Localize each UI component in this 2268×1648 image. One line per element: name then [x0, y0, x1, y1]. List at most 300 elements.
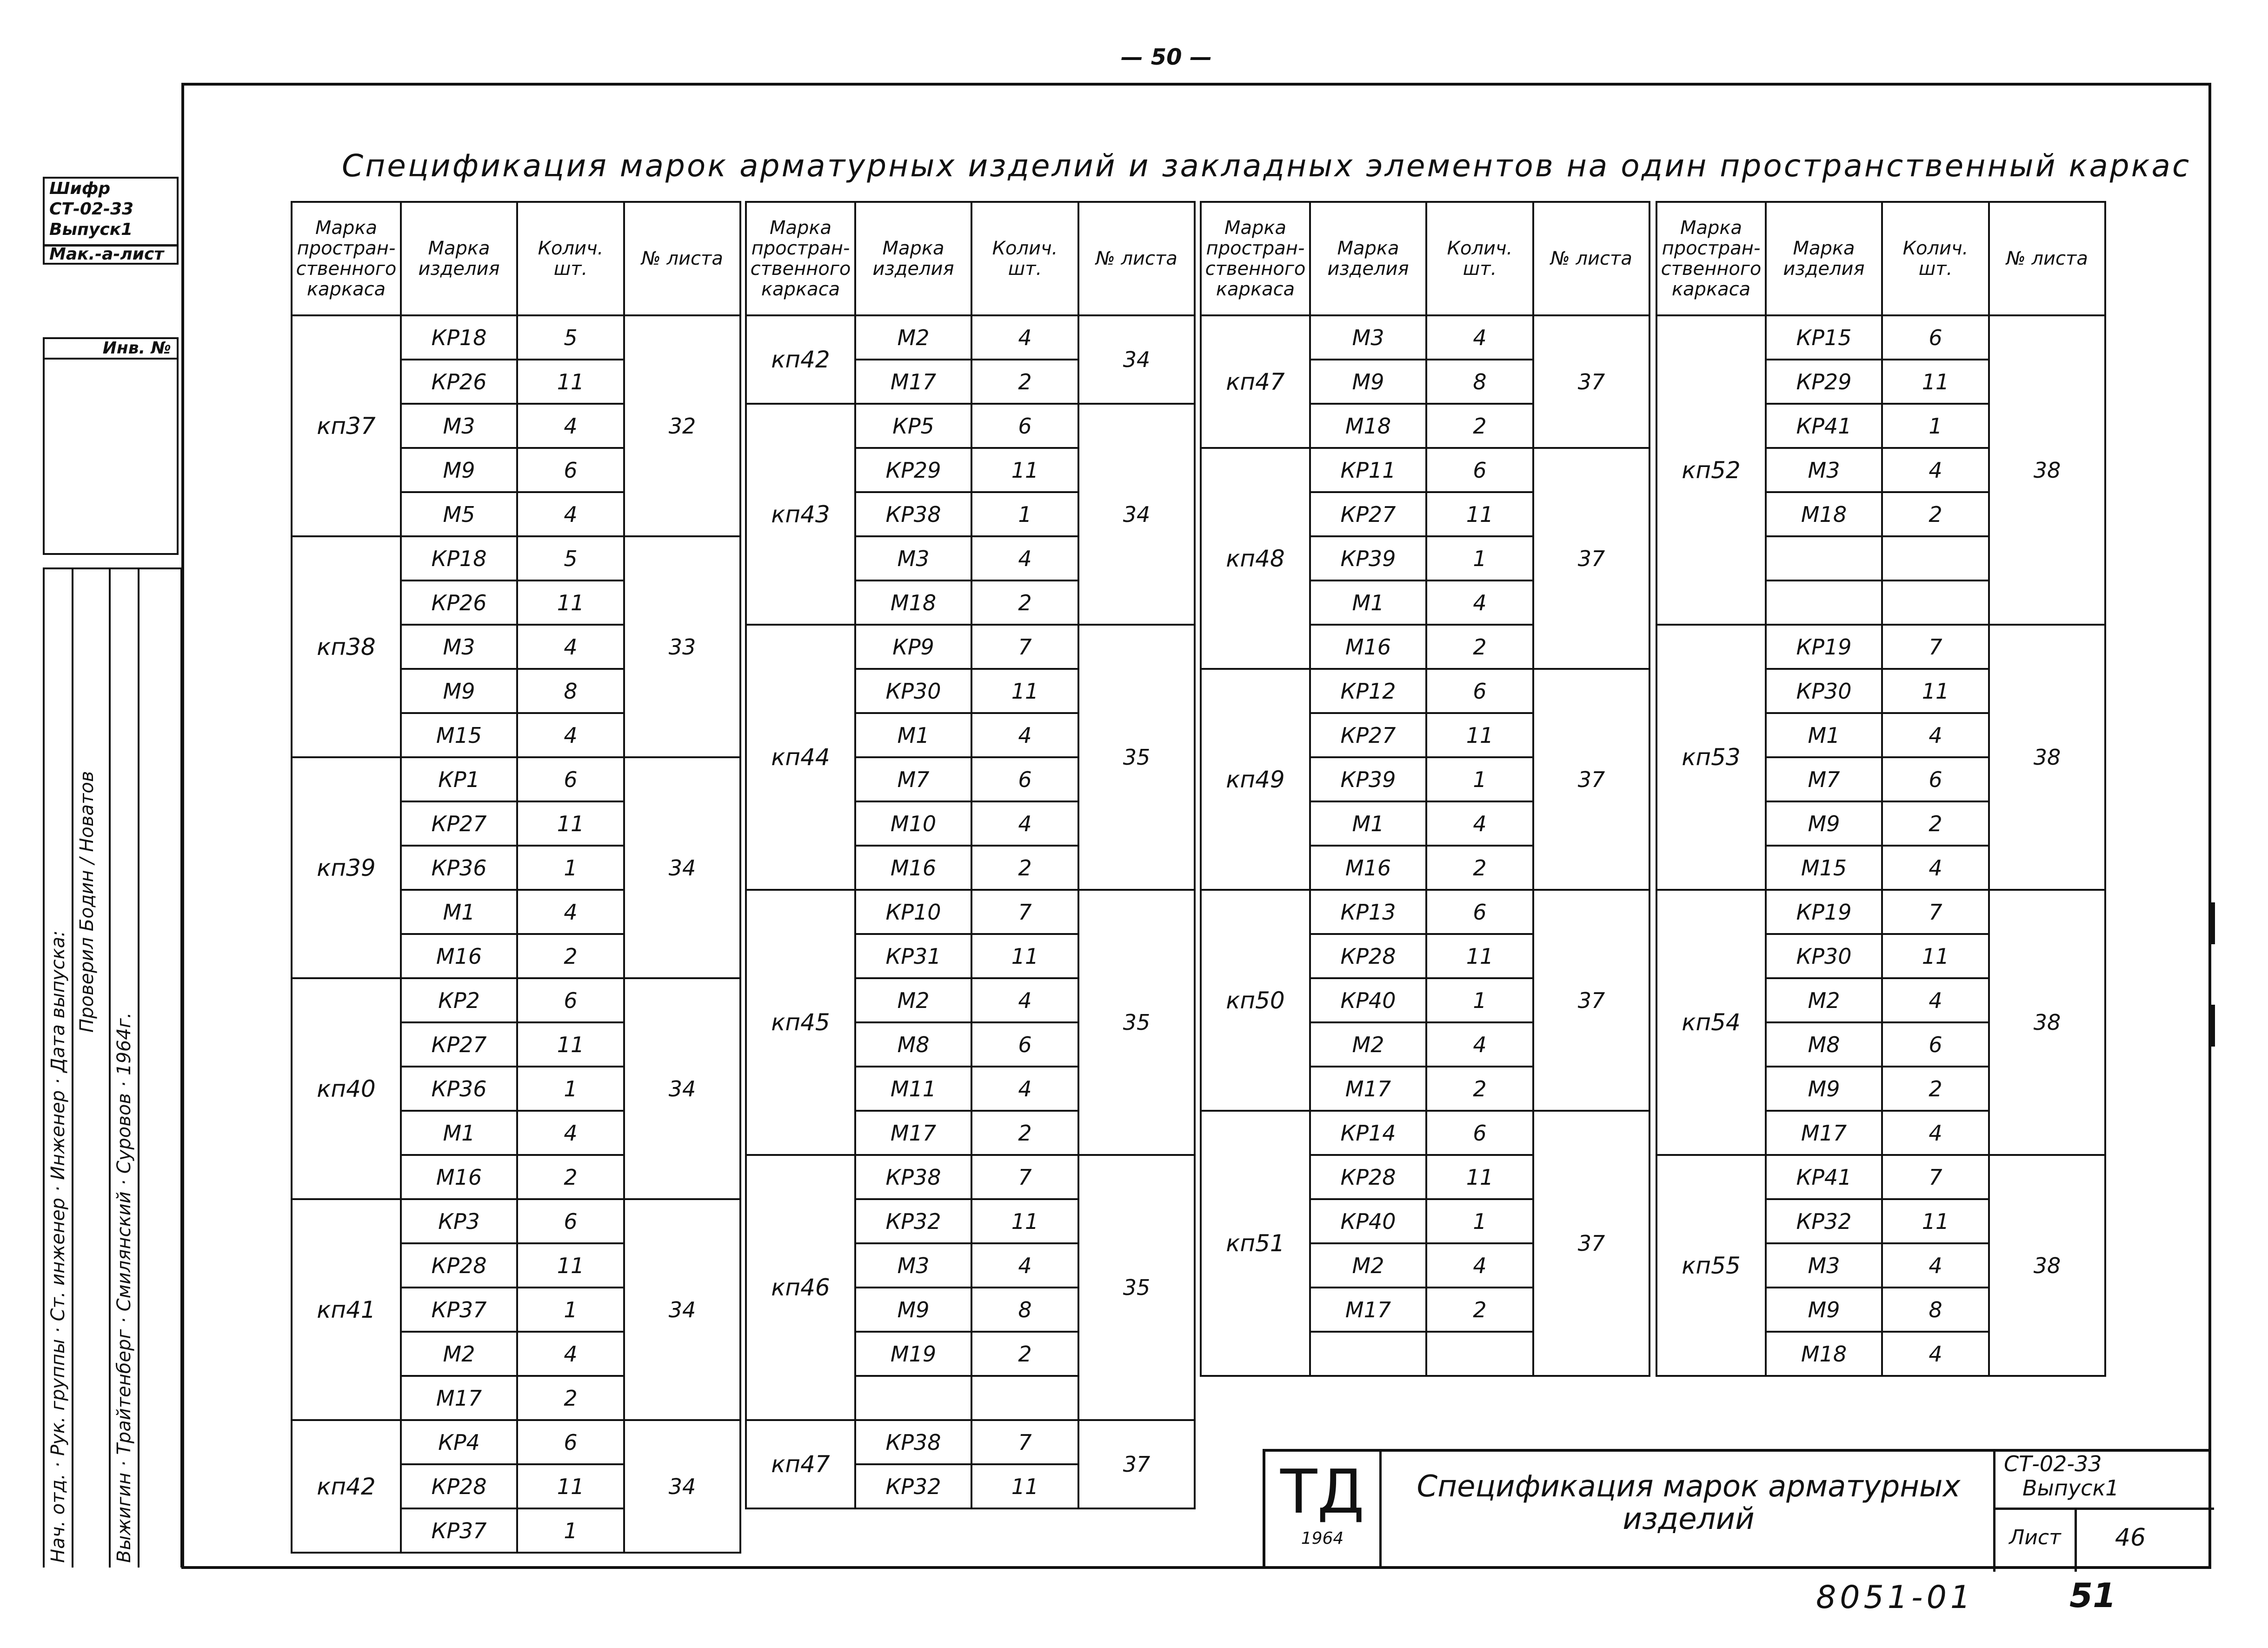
item-mark: КР28	[401, 1464, 517, 1508]
item-mark: КР31	[855, 934, 971, 978]
stamp-sheet-box	[43, 244, 179, 265]
stamp-code-box	[43, 177, 179, 247]
item-qty: 6	[1426, 1111, 1533, 1155]
item-mark	[1766, 580, 1882, 625]
item-qty: 2	[971, 580, 1078, 625]
item-mark: М8	[1766, 1022, 1882, 1067]
karkas-mark: кп37	[292, 315, 401, 536]
item-qty: 1	[1426, 1199, 1533, 1243]
stamp-names: Выжигин · Трайтенберг · Смилянский · Суровов · 1964г.	[113, 1012, 135, 1563]
stamp-shifr: Шифр	[49, 179, 111, 198]
item-qty: 4	[517, 404, 624, 448]
karkas-mark: кп41	[292, 1199, 401, 1420]
name-4: Суровов	[113, 1093, 135, 1174]
item-qty: 4	[1882, 713, 1989, 757]
archive-code: 8051-01	[1816, 1579, 1975, 1616]
item-qty: 6	[1426, 890, 1533, 934]
edge-mark	[2211, 1005, 2215, 1047]
header-karkas: Марка простран-ственного каркаса	[746, 202, 855, 315]
item-qty: 4	[1882, 1243, 1989, 1288]
item-qty: 4	[971, 801, 1078, 846]
header-list: № листа	[624, 202, 740, 315]
role-1: Нач. отд.	[47, 1474, 69, 1563]
item-qty	[971, 1376, 1078, 1420]
item-mark: М2	[1310, 1243, 1426, 1288]
item-mark: М5	[401, 492, 517, 536]
item-qty: 1	[517, 1508, 624, 1553]
item-qty: 11	[1882, 934, 1989, 978]
item-mark: М9	[1766, 801, 1882, 846]
item-mark: КР4	[401, 1420, 517, 1464]
item-mark: КР32	[855, 1464, 971, 1508]
item-mark: КР36	[401, 1067, 517, 1111]
item-qty: 2	[971, 1111, 1078, 1155]
karkas-mark: кп49	[1201, 669, 1310, 890]
item-qty: 11	[517, 1243, 624, 1288]
item-qty: 4	[517, 492, 624, 536]
item-mark: М17	[855, 360, 971, 404]
item-mark: КР40	[1310, 1199, 1426, 1243]
item-mark	[1310, 1332, 1426, 1376]
item-mark: КР38	[855, 1155, 971, 1199]
item-mark: М3	[1766, 1243, 1882, 1288]
table-row	[292, 1420, 740, 1464]
item-qty: 6	[1882, 1022, 1989, 1067]
item-mark: КР27	[401, 1022, 517, 1067]
logo-year: 1964	[1301, 1529, 1344, 1548]
table-row	[1201, 448, 1649, 492]
item-mark: КР26	[401, 580, 517, 625]
stamp-inv-box	[43, 337, 179, 360]
item-mark: КР39	[1310, 757, 1426, 801]
header-izdelie: Марка изделия	[855, 202, 971, 315]
item-qty: 4	[1882, 1111, 1989, 1155]
item-mark: КР40	[1310, 978, 1426, 1022]
item-mark: М2	[855, 315, 971, 360]
item-qty: 4	[1882, 846, 1989, 890]
item-qty: 4	[971, 315, 1078, 360]
item-mark: М3	[855, 536, 971, 580]
item-mark: М9	[401, 669, 517, 713]
item-mark: КР9	[855, 625, 971, 669]
sheet-ref: 38	[1989, 1155, 2105, 1376]
stamp-names-col	[111, 567, 140, 1568]
sheet-ref: 34	[624, 978, 740, 1199]
item-qty: 7	[971, 1420, 1078, 1464]
item-mark: М16	[1310, 846, 1426, 890]
item-qty: 2	[1882, 492, 1989, 536]
archive-number: 51	[2069, 1576, 2116, 1615]
margin-stamp	[43, 177, 182, 1570]
item-mark: М9	[1766, 1067, 1882, 1111]
item-qty: 4	[1882, 1332, 1989, 1376]
title-block	[1263, 1449, 2211, 1569]
item-mark: КР41	[1766, 1155, 1882, 1199]
karkas-mark: кп38	[292, 536, 401, 757]
page-number: — 50 —	[1121, 44, 1212, 70]
stamp-inv: Инв. №	[102, 339, 171, 358]
item-mark	[855, 1376, 971, 1420]
item-qty: 8	[1882, 1288, 1989, 1332]
sheet-ref: 34	[624, 1420, 740, 1553]
item-qty: 11	[971, 934, 1078, 978]
title-block-code	[1993, 1452, 2214, 1510]
item-qty: 1	[1426, 536, 1533, 580]
item-qty: 6	[971, 404, 1078, 448]
item-mark: КР32	[1766, 1199, 1882, 1243]
item-qty: 4	[1426, 1022, 1533, 1067]
item-qty: 6	[971, 757, 1078, 801]
item-mark: М19	[855, 1332, 971, 1376]
item-mark: КР30	[1766, 934, 1882, 978]
header-izdelie: Марка изделия	[1766, 202, 1882, 315]
table-row	[746, 404, 1195, 448]
table-row	[746, 890, 1195, 934]
item-qty: 8	[517, 669, 624, 713]
tb-code: СТ-02-33	[2004, 1451, 2102, 1476]
karkas-mark: кп54	[1656, 890, 1766, 1155]
item-mark: КР18	[401, 315, 517, 360]
item-mark	[1766, 536, 1882, 580]
spec-table-2	[745, 201, 1196, 1509]
item-mark: М3	[1310, 315, 1426, 360]
item-qty: 2	[1426, 1288, 1533, 1332]
item-qty: 4	[971, 1243, 1078, 1288]
item-qty: 2	[1882, 801, 1989, 846]
item-qty: 7	[971, 625, 1078, 669]
table-row	[1656, 890, 2105, 934]
item-mark: М17	[855, 1111, 971, 1155]
item-mark: М3	[401, 404, 517, 448]
header-kolich: Колич. шт.	[517, 202, 624, 315]
item-qty: 4	[1426, 1243, 1533, 1288]
item-qty: 4	[1426, 315, 1533, 360]
karkas-mark: кп39	[292, 757, 401, 978]
table-row	[292, 536, 740, 580]
item-qty: 6	[1426, 448, 1533, 492]
item-mark: КР26	[401, 360, 517, 404]
item-mark: М17	[1766, 1111, 1882, 1155]
karkas-mark: кп40	[292, 978, 401, 1199]
item-qty: 2	[517, 1376, 624, 1420]
stamp-date-col	[140, 567, 182, 1568]
item-qty: 4	[517, 1332, 624, 1376]
item-qty: 4	[517, 625, 624, 669]
sheet-ref: 34	[624, 1199, 740, 1420]
item-qty: 4	[971, 536, 1078, 580]
sheet-ref: 37	[1533, 315, 1649, 448]
stamp-code: СТ-02-33	[49, 200, 134, 219]
item-mark: М16	[401, 934, 517, 978]
item-qty: 7	[971, 890, 1078, 934]
item-mark: КР2	[401, 978, 517, 1022]
item-qty: 1	[1426, 978, 1533, 1022]
document-title: Спецификация марок арматурных изделий и закладных элементов на один пространственный каркас	[342, 148, 2191, 184]
item-mark: М2	[1310, 1022, 1426, 1067]
item-mark: М17	[1310, 1067, 1426, 1111]
item-qty: 2	[971, 846, 1078, 890]
item-qty: 5	[517, 315, 624, 360]
item-qty: 2	[1426, 404, 1533, 448]
item-qty: 5	[517, 536, 624, 580]
karkas-mark: кп50	[1201, 890, 1310, 1111]
item-qty: 11	[971, 1464, 1078, 1508]
header-karkas: Марка простран-ственного каркаса	[1201, 202, 1310, 315]
spec-table-1	[291, 201, 741, 1554]
stamp-roles-col	[45, 567, 73, 1568]
item-qty: 11	[971, 1199, 1078, 1243]
sheet-ref: 37	[1533, 1111, 1649, 1376]
item-mark: КР38	[855, 492, 971, 536]
name-3: Смилянский	[113, 1191, 135, 1312]
item-mark: М17	[401, 1376, 517, 1420]
sheet-ref: 35	[1078, 1155, 1195, 1420]
item-qty: 2	[517, 934, 624, 978]
item-mark: КР12	[1310, 669, 1426, 713]
karkas-mark: кп46	[746, 1155, 855, 1420]
item-qty: 1	[517, 1288, 624, 1332]
item-qty: 11	[1426, 934, 1533, 978]
item-mark: М11	[855, 1067, 971, 1111]
item-qty: 6	[1882, 757, 1989, 801]
table-row	[1201, 890, 1649, 934]
item-qty: 8	[971, 1288, 1078, 1332]
table-row	[1656, 1155, 2105, 1199]
item-qty: 11	[1426, 492, 1533, 536]
item-qty: 4	[971, 1067, 1078, 1111]
item-qty: 4	[971, 978, 1078, 1022]
sheet-ref: 35	[1078, 625, 1195, 890]
name-5: 1964г.	[113, 1012, 135, 1075]
table-row	[746, 625, 1195, 669]
item-mark: КР30	[855, 669, 971, 713]
item-qty: 8	[1426, 360, 1533, 404]
item-qty	[1882, 536, 1989, 580]
stamp-empty-box	[43, 360, 179, 555]
header-list: № листа	[1078, 202, 1195, 315]
item-qty: 2	[1426, 846, 1533, 890]
item-mark: КР19	[1766, 625, 1882, 669]
sheet-ref: 32	[624, 315, 740, 536]
sheet-ref: 34	[624, 757, 740, 978]
table-row	[1201, 315, 1649, 360]
edge-mark	[2211, 902, 2215, 944]
item-mark: КР36	[401, 846, 517, 890]
item-mark: КР41	[1766, 404, 1882, 448]
stamp-check	[76, 521, 98, 1033]
item-qty	[1882, 580, 1989, 625]
item-mark: М1	[855, 713, 971, 757]
item-qty: 11	[1426, 1155, 1533, 1199]
item-qty: 2	[517, 1155, 624, 1199]
spec-table-3	[1200, 201, 1650, 1377]
item-mark: КР32	[855, 1199, 971, 1243]
item-qty: 11	[1882, 360, 1989, 404]
item-mark: КР15	[1766, 315, 1882, 360]
item-mark: М7	[855, 757, 971, 801]
item-mark: М18	[1766, 492, 1882, 536]
item-mark: М15	[401, 713, 517, 757]
item-mark: КР13	[1310, 890, 1426, 934]
item-qty: 11	[1882, 669, 1989, 713]
item-qty: 11	[517, 580, 624, 625]
item-mark: М17	[1310, 1288, 1426, 1332]
item-qty: 6	[517, 1420, 624, 1464]
sheet-ref: 38	[1989, 315, 2105, 625]
item-mark: КР1	[401, 757, 517, 801]
sheet-ref: 37	[1533, 448, 1649, 669]
sheet-label: Лист	[1993, 1510, 2077, 1572]
item-mark: М9	[401, 448, 517, 492]
item-mark: М1	[1310, 580, 1426, 625]
check-name: Бодин / Новатов	[76, 771, 98, 932]
item-mark: М3	[401, 625, 517, 669]
karkas-mark: кп53	[1656, 625, 1766, 890]
role-4: Инженер	[47, 1090, 69, 1180]
item-qty: 4	[517, 713, 624, 757]
item-qty: 6	[971, 1022, 1078, 1067]
item-mark: КР27	[1310, 713, 1426, 757]
item-qty: 4	[1426, 801, 1533, 846]
item-mark: М1	[401, 890, 517, 934]
sheet-number: 46	[2115, 1524, 2146, 1552]
item-qty: 2	[1426, 625, 1533, 669]
sheet-ref: 37	[1533, 669, 1649, 890]
item-mark: КР28	[1310, 934, 1426, 978]
header-kolich: Колич. шт.	[1882, 202, 1989, 315]
item-qty: 2	[971, 360, 1078, 404]
item-qty: 6	[517, 757, 624, 801]
role-2: Рук. группы	[47, 1339, 69, 1456]
table-row	[292, 1199, 740, 1243]
item-qty: 4	[1426, 580, 1533, 625]
table-row	[746, 1155, 1195, 1199]
item-qty: 6	[517, 448, 624, 492]
stamp-sheet: Мак.-а-лист	[49, 245, 164, 264]
organization-logo	[1265, 1452, 1382, 1566]
role-3: Ст. инженер	[47, 1197, 69, 1321]
item-mark: М9	[855, 1288, 971, 1332]
sheet-ref: 37	[1078, 1420, 1195, 1508]
item-qty: 4	[517, 1111, 624, 1155]
karkas-mark: кп47	[746, 1420, 855, 1508]
item-mark: М18	[1766, 1332, 1882, 1376]
karkas-mark: кп44	[746, 625, 855, 890]
item-qty: 6	[1882, 315, 1989, 360]
item-mark: М2	[855, 978, 971, 1022]
item-qty	[1426, 1332, 1533, 1376]
item-qty: 4	[971, 713, 1078, 757]
header-izdelie: Марка изделия	[401, 202, 517, 315]
table-row	[1201, 669, 1649, 713]
item-mark: М9	[1310, 360, 1426, 404]
stamp-issue: Выпуск1	[49, 220, 133, 239]
item-qty: 6	[517, 1199, 624, 1243]
item-mark: КР37	[401, 1508, 517, 1553]
item-qty: 11	[971, 669, 1078, 713]
sheet-ref: 37	[1533, 890, 1649, 1111]
item-mark: М16	[401, 1155, 517, 1199]
table-row	[1656, 315, 2105, 360]
item-qty: 4	[517, 890, 624, 934]
item-mark: КР14	[1310, 1111, 1426, 1155]
header-izdelie: Марка изделия	[1310, 202, 1426, 315]
table-row	[292, 315, 740, 360]
spec-table-4	[1656, 201, 2106, 1377]
logo-mark: ТД	[1280, 1456, 1364, 1527]
item-qty: 11	[517, 360, 624, 404]
item-mark: М10	[855, 801, 971, 846]
item-qty: 7	[1882, 890, 1989, 934]
item-mark: М1	[1766, 713, 1882, 757]
table-row	[746, 1420, 1195, 1464]
item-qty: 1	[1426, 757, 1533, 801]
item-qty: 6	[517, 978, 624, 1022]
item-mark: КР30	[1766, 669, 1882, 713]
item-mark: КР3	[401, 1199, 517, 1243]
sheet-ref: 38	[1989, 890, 2105, 1155]
item-mark: КР29	[855, 448, 971, 492]
karkas-mark: кп45	[746, 890, 855, 1155]
name-2: Трайтенберг	[113, 1329, 135, 1455]
item-mark: М3	[1766, 448, 1882, 492]
item-mark: М16	[1310, 625, 1426, 669]
stamp-sign-col	[73, 567, 111, 1568]
karkas-mark: кп51	[1201, 1111, 1310, 1376]
item-mark: М18	[855, 580, 971, 625]
karkas-mark: кп47	[1201, 315, 1310, 448]
item-mark: КР18	[401, 536, 517, 580]
item-mark: КР37	[401, 1288, 517, 1332]
header-karkas: Марка простран-ственного каркаса	[292, 202, 401, 315]
item-mark: КР39	[1310, 536, 1426, 580]
item-qty: 1	[1882, 404, 1989, 448]
header-list: № листа	[1533, 202, 1649, 315]
item-mark: М2	[1766, 978, 1882, 1022]
item-qty: 11	[1426, 713, 1533, 757]
item-qty: 2	[1882, 1067, 1989, 1111]
item-qty: 6	[1426, 669, 1533, 713]
item-mark: КР28	[1310, 1155, 1426, 1199]
table-row	[292, 978, 740, 1022]
header-list: № листа	[1989, 202, 2105, 315]
sheet-ref: 34	[1078, 404, 1195, 625]
header-kolich: Колич. шт.	[1426, 202, 1533, 315]
item-mark: КР28	[401, 1243, 517, 1288]
table-row	[746, 315, 1195, 360]
item-mark: КР29	[1766, 360, 1882, 404]
table-row	[1201, 1111, 1649, 1155]
tb-issue: Выпуск1	[2022, 1475, 2119, 1501]
check-label: Проверил	[76, 937, 98, 1033]
item-mark: М8	[855, 1022, 971, 1067]
item-mark: КР5	[855, 404, 971, 448]
item-mark: М1	[401, 1111, 517, 1155]
role-5: Дата выпуска:	[47, 930, 69, 1073]
item-mark: М16	[855, 846, 971, 890]
title-block-title: Спецификация марок арматурных изделий	[1417, 1469, 1961, 1536]
item-mark: КР11	[1310, 448, 1426, 492]
item-mark: М15	[1766, 846, 1882, 890]
item-mark: КР27	[1310, 492, 1426, 536]
sheet-ref: 35	[1078, 890, 1195, 1155]
item-mark: КР27	[401, 801, 517, 846]
header-kolich: Колич. шт.	[971, 202, 1078, 315]
item-qty: 11	[1882, 1199, 1989, 1243]
item-qty: 4	[1882, 978, 1989, 1022]
item-qty: 11	[971, 448, 1078, 492]
item-mark: М2	[401, 1332, 517, 1376]
